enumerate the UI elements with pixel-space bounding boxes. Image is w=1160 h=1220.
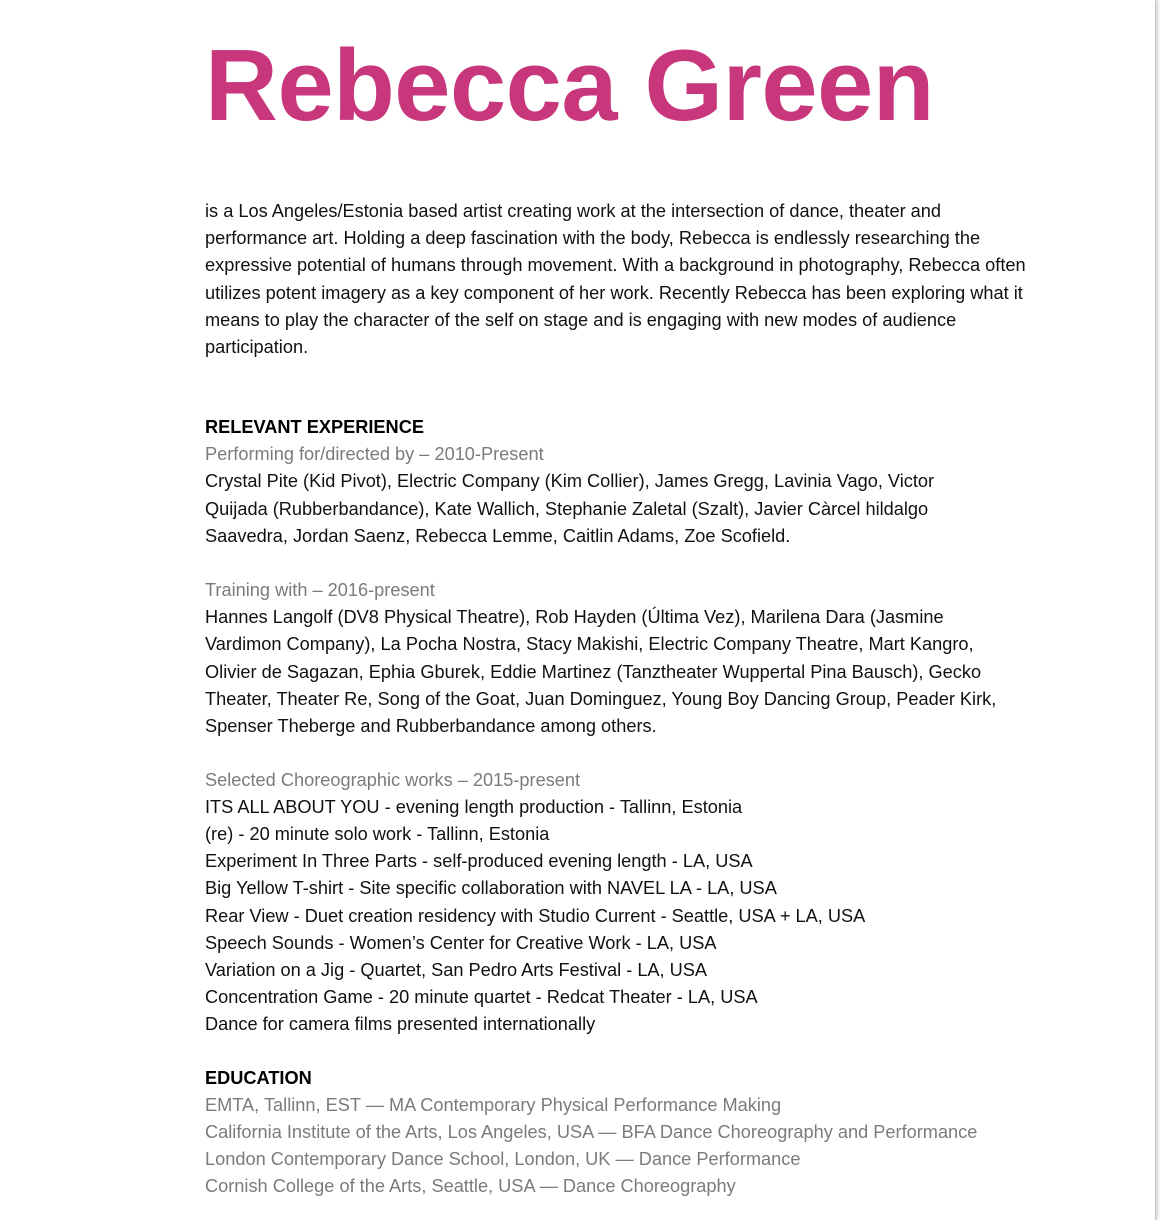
performing-text: Crystal Pite (Kid Pivot), Electric Company (Kim Collier), James Gregg, Lavinia Vago, Victor Quijada (Rubberbandance), Kate Wallich, Stephanie Zaletal (Szalt), Javier Càrcel hildalgo Saavedra, Jordan Saenz, Rebecca Lemme, Caitlin Adams, Zoe Scofield.	[205, 471, 935, 546]
list-item: Speech Sounds - Women’s Center for Creative Work - LA, USA	[205, 932, 717, 953]
list-item: Dance for camera films presented internationally	[205, 1013, 596, 1034]
list-item: Concentration Game - 20 minute quartet - Redcat Theater - LA, USA	[205, 986, 758, 1007]
experience-heading: RELEVANT EXPERIENCE	[205, 417, 424, 437]
training-text: Hannes Langolf (DV8 Physical Theatre), Rob Hayden (Última Vez), Marilena Dara (Jasmine Vardimon Company), La Pocha Nostra, Stacy Makishi, Electric Company Theatre, Mart Kangro, Olivier de Sagazan, Ephia Gburek, Eddie Martinez (Tanztheater Wuppertal Pina Bausch), Gecko Theater, Theater Re, Song of the Goat, Juan Dominguez, Young Boy Dancing Group, Peader Kirk, Spenser Theberge and Rubberbandance among others.	[205, 607, 997, 737]
training-section	[205, 577, 1105, 740]
choreography-label: Selected Choreographic works – 2015-present	[205, 770, 581, 790]
experience-section	[205, 414, 1105, 550]
list-item: (re) - 20 minute solo work - Tallinn, Estonia	[205, 824, 550, 845]
performing-label: Performing for/directed by – 2010-Present	[205, 444, 544, 465]
education-list	[205, 1092, 1105, 1200]
choreography-list	[205, 794, 1105, 1038]
bio-paragraph: is a Los Angeles/Estonia based artist creating work at the intersection of dance, theater and performance art. Holding a deep fascination with the body, Rebecca is endlessly researching the expressive potential of humans through movement. With a background in photography, Rebecca often utilizes potent imagery as a key component of her work. Recently Rebecca has been exploring what it means to play the character of the self on stage and is engaging with new modes of audience participation.	[205, 201, 1026, 358]
list-item: ITS ALL ABOUT YOU - evening length production - Tallinn, Estonia	[205, 797, 743, 818]
list-item: Variation on a Jig - Quartet, San Pedro Arts Festival - LA, USA	[205, 959, 708, 980]
list-item: London Contemporary Dance School, London, UK — Dance Performance	[205, 1149, 801, 1170]
education-section	[205, 1065, 1105, 1201]
education-heading: EDUCATION	[205, 1068, 312, 1088]
list-item: EMTA, Tallinn, EST — MA Contemporary Physical Performance Making	[205, 1095, 782, 1116]
list-item: Experiment In Three Parts - self-produced evening length - LA, USA	[205, 851, 753, 872]
training-label: Training with – 2016-present	[205, 580, 435, 600]
page-title: Rebecca Green	[205, 30, 934, 142]
list-item: Big Yellow T-shirt - Site specific collaboration with NAVEL LA - LA, USA	[205, 878, 777, 899]
list-item: California Institute of the Arts, Los Angeles, USA — BFA Dance Choreography and Performance	[205, 1122, 978, 1143]
list-item: Rear View - Duet creation residency with Studio Current - Seattle, USA + LA, USA	[205, 905, 866, 926]
list-item: Cornish College of the Arts, Seattle, USA — Dance Choreography	[205, 1176, 736, 1197]
choreography-section	[205, 767, 1105, 1038]
